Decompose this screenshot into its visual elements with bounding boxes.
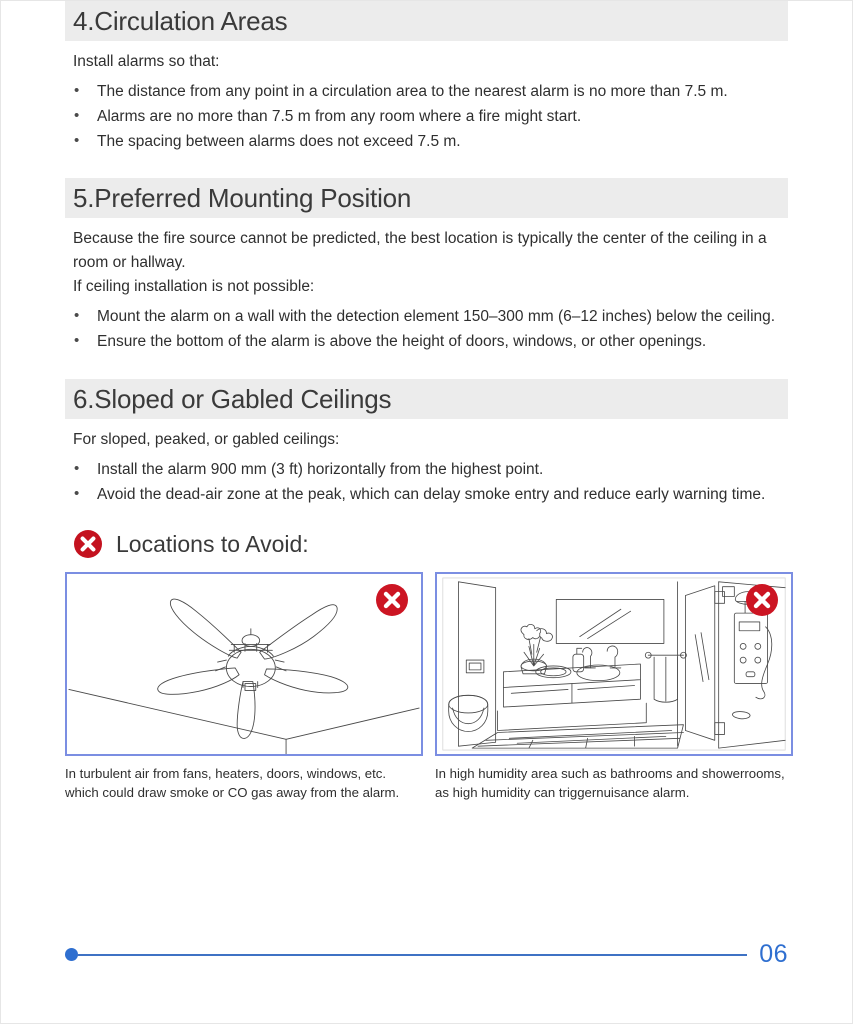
list-item: • The spacing between alarms does not exceed 7.5 m.: [65, 130, 788, 154]
section-heading-6: 6.Sloped or Gabled Ceilings: [65, 379, 788, 419]
section-5-lead-2: If ceiling installation is not possible:: [73, 278, 315, 295]
page-footer: [65, 942, 788, 967]
section-heading-4: 4.Circulation Areas: [65, 1, 788, 41]
list-item: • Ensure the bottom of the alarm is above the height of doors, windows, or other openings.: [65, 330, 788, 354]
locations-to-avoid-label: Locations to Avoid:: [116, 531, 309, 557]
caption: In turbulent air from fans, heaters, doors, windows, etc. which could draw smoke or CO gas away from the alarm.: [65, 766, 400, 800]
section-5-bullets: [65, 305, 788, 354]
section-4-lead: Install alarms so that:: [73, 53, 220, 70]
section-5-lead: Because the fire source cannot be predicted, the best location is typically the center of the ceiling in a room or hallway.: [73, 230, 767, 271]
ceiling-fan-illustration: [65, 572, 423, 756]
x-circle-icon: [745, 583, 779, 617]
section-6-lead: For sloped, peaked, or gabled ceilings:: [73, 431, 340, 448]
list-item: • Avoid the dead-air zone at the peak, which can delay smoke entry and reduce early warning time.: [65, 483, 788, 507]
list-item: • Alarms are no more than 7.5 m from any room where a fire might start.: [65, 105, 788, 129]
avoid-illustrations-row: [65, 572, 788, 815]
footer-rule: [77, 954, 747, 956]
avoid-item-fan: [65, 572, 423, 815]
section-4-bullets: [65, 80, 788, 154]
section-heading-5: 5.Preferred Mounting Position: [65, 178, 788, 218]
list-item: • Install the alarm 900 mm (3 ft) horizontally from the highest point.: [65, 458, 788, 482]
x-circle-icon: [375, 583, 409, 617]
caption: In high humidity area such as bathrooms and showerrooms, as high humidity can triggernuisance alarm.: [435, 766, 785, 800]
x-circle-icon: [73, 529, 103, 559]
bathroom-illustration: [435, 572, 793, 756]
list-item: • The distance from any point in a circulation area to the nearest alarm is no more than 7.5 m.: [65, 80, 788, 104]
section-6-bullets: [65, 458, 788, 507]
page-number: 06: [759, 940, 788, 968]
locations-to-avoid-heading: [73, 529, 788, 559]
avoid-item-bathroom: [435, 572, 793, 815]
list-item: • Mount the alarm on a wall with the detection element 150–300 mm (6–12 inches) below the ceiling.: [65, 305, 788, 329]
